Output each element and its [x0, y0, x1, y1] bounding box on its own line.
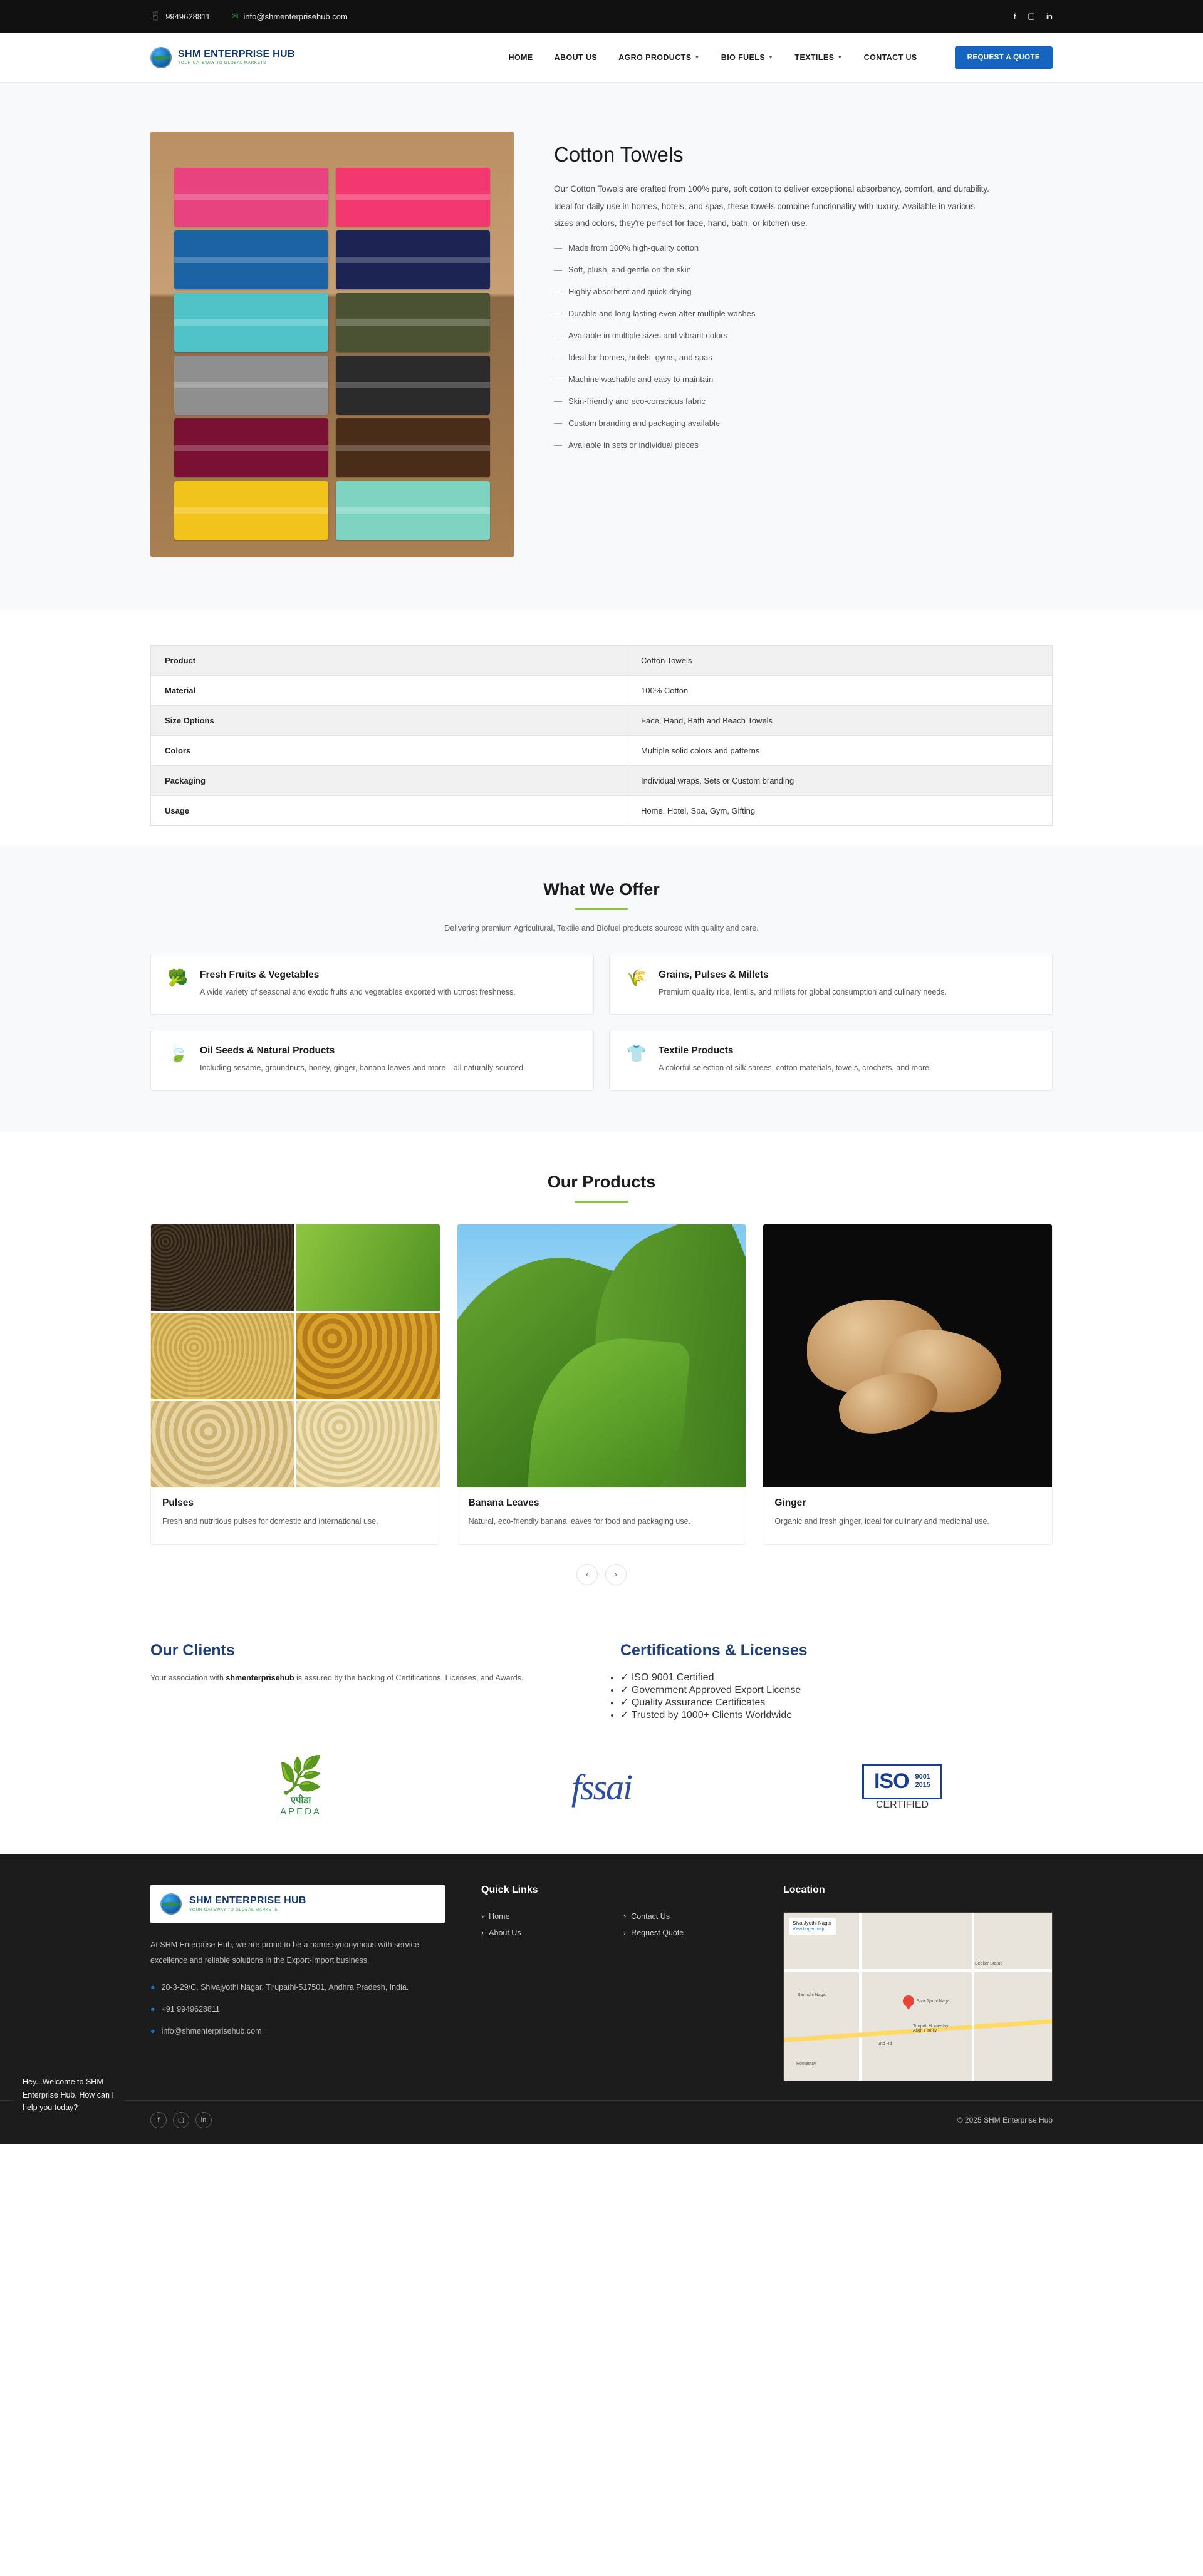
feature-text: Durable and long-lasting even after multiple washes: [568, 309, 756, 319]
what-we-offer-section: [0, 845, 1203, 1132]
carousel-prev-button[interactable]: ‹: [576, 1564, 598, 1585]
pulses-collage: [151, 1224, 440, 1487]
top-bar-contacts: [150, 11, 348, 21]
globe-icon: [160, 1893, 182, 1915]
title-underline: [575, 1201, 628, 1203]
feature-text: Available in multiple sizes and vibrant colors: [568, 331, 728, 341]
fssai-label: fssai: [571, 1766, 632, 1808]
spec-key: Size Options: [151, 706, 627, 736]
table-row: [151, 766, 1053, 796]
clients-brand: shmenterprisehub: [226, 1673, 294, 1682]
site-logo[interactable]: [150, 47, 295, 68]
dash-icon: —: [554, 243, 562, 253]
towel-maroon: [174, 418, 328, 477]
facebook-icon[interactable]: f: [1013, 11, 1016, 21]
chevron-down-icon: ▼: [768, 54, 774, 60]
certification-item: • ✓ Trusted by 1000+ Clients Worldwide: [620, 1709, 1053, 1721]
iso-logo: [862, 1764, 942, 1811]
spec-key: Product: [151, 646, 627, 676]
towel-olive: [336, 293, 490, 352]
quick-link-request-quote[interactable]: [623, 1928, 747, 1937]
carousel-controls: [150, 1564, 1053, 1585]
quick-link-about-us[interactable]: [481, 1928, 605, 1937]
feature-item: [554, 397, 992, 405]
spec-key: Packaging: [151, 766, 627, 796]
nav-label: TEXTILES: [794, 53, 835, 62]
logo-title: SHM ENTERPRISE HUB: [178, 48, 295, 59]
offer-card-oil-seeds-natural-products[interactable]: [150, 1030, 594, 1090]
footer-location-column: [783, 1885, 1053, 2081]
quick-link-label: Home: [489, 1911, 510, 1921]
section-title: What We Offer: [543, 880, 660, 899]
offer-card-grid: [150, 954, 1053, 1091]
feature-item: [554, 375, 992, 383]
quick-links-title: Quick Links: [481, 1884, 538, 1895]
towel-pink-2: [336, 168, 490, 227]
carousel-next-button[interactable]: ›: [605, 1564, 627, 1585]
certification-item: • ✓ Quality Assurance Certificates: [620, 1696, 1053, 1709]
clients-text-after: is assured by the backing of Certifications, Licenses, and Awards.: [294, 1673, 524, 1682]
map-label: Siva Jyothi Nagar: [917, 1999, 951, 2004]
dash-icon: —: [554, 309, 562, 319]
envelope-icon: ✉: [231, 11, 239, 21]
product-hero: [0, 83, 1203, 610]
dash-icon: —: [554, 440, 562, 450]
offer-card-text: Premium quality rice, lentils, and millets for global consumption and culinary needs.: [659, 988, 947, 996]
feature-text: Ideal for homes, hotels, gyms, and spas: [568, 353, 712, 363]
table-row: [151, 646, 1053, 676]
footer-logo[interactable]: [150, 1885, 445, 1923]
map-view-larger-link[interactable]: View larger map: [793, 1927, 825, 1932]
quick-link-contact-us[interactable]: [623, 1912, 747, 1921]
product-card-pulses[interactable]: [150, 1224, 440, 1545]
map-road-horizontal: [784, 1969, 1053, 1972]
offer-card-text: A wide variety of seasonal and exotic fruits and vegetables exported with utmost freshness.: [200, 988, 516, 996]
tshirt-icon: 👕: [626, 1044, 647, 1063]
quick-link-label: About Us: [489, 1928, 521, 1937]
quick-link-label: Contact Us: [631, 1911, 670, 1921]
feature-item: [554, 441, 992, 449]
product-card-title: Pulses: [162, 1497, 194, 1508]
apeda-logo: [278, 1754, 324, 1817]
facebook-icon[interactable]: f: [150, 2112, 167, 2128]
ginger-image: [763, 1224, 1052, 1487]
product-card-desc: Organic and fresh ginger, ideal for culinary and medicinal use.: [774, 1516, 989, 1526]
map-info-card[interactable]: [789, 1918, 836, 1935]
towel-mint: [336, 481, 490, 540]
our-products-section: [0, 1132, 1203, 1610]
product-image-banana-leaves: [457, 1224, 746, 1487]
specification-section: [0, 610, 1203, 845]
product-card-title: Ginger: [774, 1497, 806, 1508]
apeda-hindi: एपीडा: [290, 1794, 311, 1806]
product-info: [554, 132, 992, 557]
towel-stack: [174, 168, 490, 544]
nav-label: ABOUT US: [554, 53, 598, 62]
feature-item: [554, 419, 992, 427]
spec-value: 100% Cotton: [627, 676, 1053, 706]
instagram-icon[interactable]: ▢: [1027, 11, 1035, 21]
chevron-right-icon: ›: [623, 1911, 627, 1921]
specification-table: [150, 645, 1053, 826]
feature-text: Available in sets or individual pieces: [568, 440, 699, 450]
towel-gray: [174, 356, 328, 415]
logo-tagline: YOUR GATEWAY TO GLOBAL MARKETS: [178, 61, 267, 66]
feature-item: [554, 309, 992, 318]
spec-value: Cotton Towels: [627, 646, 1053, 676]
dash-icon: —: [554, 265, 562, 275]
phone-icon: ●: [150, 2005, 155, 2014]
spec-value: Face, Hand, Bath and Beach Towels: [627, 706, 1053, 736]
towel-black: [336, 356, 490, 415]
dash-icon: —: [554, 396, 562, 406]
dash-icon: —: [554, 375, 562, 385]
table-row: [151, 796, 1053, 826]
feature-item: [554, 331, 992, 339]
towel-pink: [174, 168, 328, 227]
product-card-ginger[interactable]: [763, 1224, 1053, 1545]
offer-card-fresh-fruits-vegetables[interactable]: [150, 954, 594, 1015]
nav-item-home[interactable]: [509, 53, 533, 62]
white-chickpeas: [296, 1401, 440, 1487]
footer-bottom-bar: [0, 2100, 1203, 2144]
topbar-phone-text: 9949628811: [165, 11, 211, 21]
spec-value: Home, Hotel, Spa, Gym, Gifting: [627, 796, 1053, 826]
banana-leaves-image: [457, 1224, 746, 1487]
offer-card-textile-products[interactable]: [609, 1030, 1053, 1090]
offer-card-title: Textile Products: [659, 1045, 734, 1057]
quick-link-home[interactable]: [481, 1912, 605, 1921]
topbar-email[interactable]: [232, 11, 348, 21]
map-card-title: Siva Jyothi Nagar: [793, 1920, 832, 1926]
location-pin-icon: ●: [150, 1982, 155, 1992]
feature-text: Highly absorbent and quick-drying: [568, 287, 692, 297]
section-title: Our Products: [547, 1172, 656, 1191]
offer-card-title: Fresh Fruits & Vegetables: [200, 970, 320, 980]
linkedin-icon[interactable]: in: [1046, 11, 1053, 21]
title-underline: [575, 908, 628, 910]
offer-card-text: Including sesame, groundnuts, honey, ginger, banana leaves and more—all naturally sourced.: [200, 1063, 526, 1073]
plant-icon: 🌿: [278, 1754, 324, 1796]
footer-logo-title: SHM ENTERPRISE HUB: [189, 1895, 306, 1906]
dash-icon: —: [554, 418, 562, 428]
location-title: Location: [783, 1884, 825, 1895]
certification-item: • ✓ Government Approved Export License: [620, 1684, 1053, 1696]
copyright-text: © 2025 SHM Enterprise Hub: [957, 2115, 1053, 2124]
nav-item-textiles[interactable]: [794, 53, 842, 62]
feature-text: Skin-friendly and eco-conscious fabric: [568, 396, 706, 406]
phone-icon: 📱: [150, 11, 161, 21]
product-feature-list: [554, 244, 992, 449]
iso-years: [915, 1773, 930, 1789]
soybeans: [151, 1401, 294, 1487]
product-title: Cotton Towels: [554, 143, 684, 166]
clients-text-before: Your association with: [150, 1673, 226, 1682]
chevron-down-icon: ▼: [694, 54, 700, 60]
footer-about-text: At SHM Enterprise Hub, we are proud to be a name synonymous with service excellence and reliable solutions in the Export-Import business.: [150, 1940, 419, 1965]
offer-card-text: A colorful selection of silk sarees, cotton materials, towels, crochets, and more.: [659, 1063, 932, 1073]
iso-badge: [862, 1764, 942, 1799]
dash-icon: —: [554, 331, 562, 341]
footer-quick-links-column: [481, 1885, 747, 2081]
feature-text: Made from 100% high-quality cotton: [568, 243, 699, 253]
main-nav: [509, 46, 1053, 69]
green-beans: [296, 1224, 440, 1311]
spec-key: Material: [151, 676, 627, 706]
dash-icon: —: [554, 353, 562, 363]
product-card-body: [457, 1487, 746, 1544]
map-label: Bedkar Statue: [975, 1961, 1003, 1966]
nav-label: BIO FUELS: [721, 53, 766, 62]
nav-label: AGRO PRODUCTS: [618, 53, 692, 62]
chickpeas: [296, 1313, 440, 1399]
footer-contact: [150, 1981, 445, 2039]
table-row: [151, 676, 1053, 706]
product-card-desc: Natural, eco-friendly banana leaves for food and packaging use.: [468, 1516, 691, 1526]
fssai-logo: [571, 1766, 632, 1808]
spec-key: Colors: [151, 736, 627, 766]
map-road-vertical: [859, 1913, 862, 2081]
offer-card-title: Grains, Pulses & Millets: [659, 970, 769, 980]
logo-text: [178, 49, 295, 66]
product-card-body: [763, 1487, 1052, 1544]
offer-card-title: Oil Seeds & Natural Products: [200, 1045, 335, 1057]
globe-icon: [150, 47, 172, 68]
certifications-list: [620, 1671, 1053, 1721]
topbar-social: [1014, 11, 1053, 21]
map-pin: [903, 1995, 914, 2010]
product-image-ginger: [763, 1224, 1052, 1487]
towel-column-right: [336, 168, 490, 544]
footer-email[interactable]: [150, 2025, 445, 2038]
certifications-title: Certifications & Licenses: [620, 1641, 808, 1659]
envelope-icon: ●: [150, 2027, 155, 2036]
towel-teal: [174, 293, 328, 352]
footer-email-text: info@shmenterprisehub.com: [161, 2027, 262, 2036]
quick-links-list: [481, 1912, 747, 1937]
map-road-vertical-2: [972, 1913, 974, 2081]
footer-logo-text: [189, 1896, 306, 1912]
iso-certified-label: CERTIFIED: [875, 1799, 929, 1810]
feature-item: [554, 353, 992, 361]
topbar-phone[interactable]: [150, 11, 211, 21]
offer-card-body: [659, 970, 947, 999]
footer-address-text: 20-3-29/C, Shivajyothi Nagar, Tirupathi-517501, Andhra Pradesh, India.: [161, 1982, 409, 1992]
nav-label: CONTACT US: [863, 53, 917, 62]
map-label: Tirupati Homestay Align Family: [913, 2024, 949, 2033]
footer-social: [150, 2112, 212, 2128]
chevron-down-icon: ▼: [837, 54, 843, 60]
request-a-quote-button[interactable]: REQUEST A QUOTE: [955, 46, 1053, 69]
chevron-right-icon: ›: [623, 1928, 627, 1937]
dash-icon: —: [554, 287, 562, 297]
product-image: [150, 132, 514, 557]
clients-certifications-section: [0, 1610, 1203, 1740]
footer-about-column: [150, 1885, 445, 2081]
nav-item-bio-fuels[interactable]: [721, 53, 774, 62]
instagram-icon[interactable]: ▢: [173, 2112, 189, 2128]
nav-item-agro-products[interactable]: [618, 53, 700, 62]
feature-text: Machine washable and easy to maintain: [568, 375, 714, 385]
spec-key: Usage: [151, 796, 627, 826]
quick-link-label: Request Quote: [631, 1928, 684, 1937]
spec-value: Multiple solid colors and patterns: [627, 736, 1053, 766]
site-footer: [0, 1854, 1203, 2100]
feature-text: Soft, plush, and gentle on the skin: [568, 265, 691, 275]
feature-item: [554, 244, 992, 252]
chevron-right-icon: ›: [481, 1911, 484, 1921]
top-bar: [0, 0, 1203, 33]
yellow-lentils: [151, 1313, 294, 1399]
spec-value: Individual wraps, Sets or Custom branding: [627, 766, 1053, 796]
offer-card-body: [200, 970, 516, 999]
wheat-icon: 🌾: [626, 968, 647, 987]
towel-column-left: [174, 168, 328, 544]
product-carousel: [150, 1224, 1053, 1545]
location-map[interactable]: [783, 1912, 1053, 2081]
topbar-email-text: info@shmenterprisehub.com: [243, 11, 348, 21]
table-row: [151, 736, 1053, 766]
nav-label: HOME: [508, 53, 533, 62]
product-image-wrap: [150, 132, 514, 557]
offer-card-body: [200, 1045, 526, 1075]
map-label: Sanndhi Nagar: [798, 1992, 827, 1997]
site-header: [0, 33, 1203, 83]
iso-big-label: ISO: [873, 1769, 909, 1793]
product-card-body: [151, 1487, 440, 1544]
section-subtitle: Delivering premium Agricultural, Textile and Biofuel products sourced with quality and care.: [444, 924, 759, 933]
table-row: [151, 706, 1053, 736]
broccoli-icon: 🥦: [167, 968, 189, 987]
map-label: 2nd Rd: [878, 2041, 892, 2046]
towel-brown: [336, 418, 490, 477]
footer-phone[interactable]: [150, 2003, 445, 2016]
iso-year-1: 9001: [915, 1773, 931, 1781]
product-card-desc: Fresh and nutritious pulses for domestic and international use.: [162, 1516, 378, 1526]
apeda-label: APEDA: [280, 1806, 321, 1817]
chevron-right-icon: ›: [481, 1928, 484, 1937]
certifications-block: [620, 1642, 1053, 1721]
linkedin-icon[interactable]: in: [195, 2112, 212, 2128]
feature-text: Custom branding and packaging available: [568, 418, 721, 428]
offer-card-grains-pulses-millets[interactable]: [609, 954, 1053, 1015]
footer-logo-tagline: YOUR GATEWAY TO GLOBAL MARKETS: [189, 1907, 278, 1912]
our-clients-block: [150, 1642, 583, 1721]
map-label: Homestay: [796, 2061, 816, 2066]
product-card-banana-leaves[interactable]: [457, 1224, 747, 1545]
our-clients-title: Our Clients: [150, 1641, 235, 1659]
leaf-icon: 🍃: [167, 1044, 189, 1063]
nav-item-contact-us[interactable]: [864, 53, 917, 62]
product-image-pulses: [151, 1224, 440, 1487]
iso-year-2: 2015: [915, 1781, 931, 1789]
towel-navy: [336, 230, 490, 289]
offer-card-body: [659, 1045, 932, 1075]
footer-phone-text: +91 9949628811: [161, 2005, 220, 2014]
feature-item: [554, 266, 992, 274]
towel-yellow: [174, 481, 328, 540]
our-clients-text: [150, 1671, 539, 1686]
product-card-title: Banana Leaves: [468, 1497, 539, 1508]
feature-item: [554, 287, 992, 296]
black-mustard: [151, 1224, 294, 1311]
footer-address: [150, 1981, 445, 1994]
chat-widget-message[interactable]: Hey...Welcome to SHM Enterprise Hub. How can I help you today?: [14, 2068, 124, 2122]
map-pin-tip: [905, 2005, 912, 2010]
towel-blue: [174, 230, 328, 289]
nav-item-about-us[interactable]: [555, 53, 597, 62]
product-description: Our Cotton Towels are crafted from 100% pure, soft cotton to deliver exceptional absorbency, comfort, and durability. Ideal for daily use in homes, hotels, and spas, these towels combine functionality with luxury. Available in various sizes and colors, they're perfect for face, hand, bath, or kitchen use.: [554, 184, 989, 229]
certification-item: • ✓ ISO 9001 Certified: [620, 1671, 1053, 1684]
certification-logos: [0, 1740, 1203, 1854]
